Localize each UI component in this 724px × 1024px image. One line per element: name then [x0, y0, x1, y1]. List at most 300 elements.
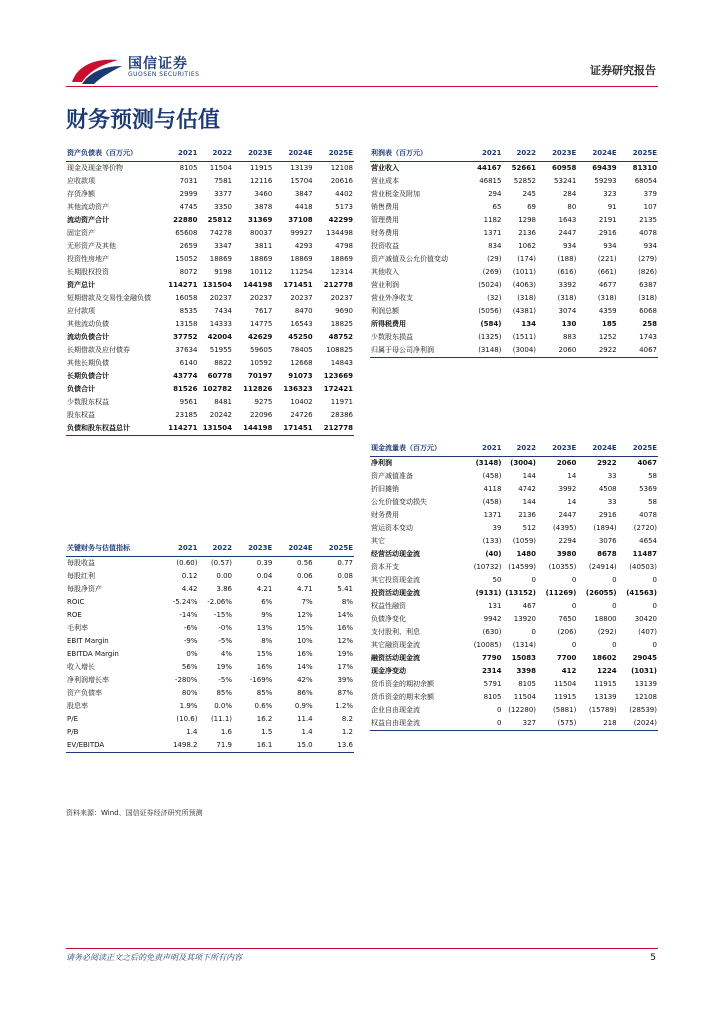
- footer-divider: [66, 948, 658, 949]
- row-value: 4402: [335, 190, 353, 198]
- row-label: 所得税费用: [371, 320, 406, 328]
- row-label: EV/EBITDA: [66, 739, 164, 753]
- row-value: 112826: [243, 385, 273, 393]
- row-label: 资产负债率: [67, 689, 102, 697]
- row-value: 12668: [290, 359, 313, 367]
- row-value: 52852: [513, 177, 537, 185]
- row-value: 10%: [297, 637, 313, 645]
- row-value: 48752: [328, 333, 353, 341]
- row-label: 货币资金的期初余额: [371, 680, 434, 688]
- table-title: 关键财务与估值指标: [66, 541, 164, 557]
- row-value: 39%: [337, 676, 353, 684]
- row-label: 投资性房地产: [67, 255, 109, 263]
- row-value: 0: [571, 641, 577, 649]
- table-row: [370, 188, 658, 201]
- row-value: (10732): [473, 563, 502, 571]
- row-value: (318): [638, 294, 657, 302]
- table-row: [370, 678, 658, 691]
- row-value: 8072: [179, 268, 198, 276]
- row-value: 14: [567, 472, 577, 480]
- row-value: 42299: [328, 216, 353, 224]
- row-value: 0: [497, 706, 502, 714]
- row-value: 91073: [288, 372, 313, 380]
- row-value: 8%: [341, 598, 353, 606]
- row-value: 80%: [181, 689, 198, 697]
- table-row: [66, 674, 354, 687]
- row-value: 1062: [518, 242, 537, 250]
- row-value: 65: [492, 203, 502, 211]
- row-value: 0: [652, 641, 657, 649]
- row-value: 9275: [254, 398, 273, 406]
- row-value: 59293: [594, 177, 617, 185]
- row-value: 6%: [261, 598, 273, 606]
- row-label: 应付款项: [67, 307, 95, 315]
- row-value: (9131): [475, 589, 502, 597]
- row-value: 80037: [250, 229, 273, 237]
- page-number: 5: [650, 953, 656, 963]
- year-header: 2021: [468, 146, 503, 162]
- row-value: 4508: [598, 485, 617, 493]
- row-value: 42629: [247, 333, 273, 341]
- row-value: 0: [652, 576, 657, 584]
- row-value: (2720): [633, 524, 657, 532]
- row-value: (174): [517, 255, 537, 263]
- table-row: [370, 162, 658, 176]
- year-header: 2025E: [618, 441, 658, 457]
- row-label: 资产减值及公允价值变动: [371, 255, 448, 263]
- row-value: 3811: [254, 242, 273, 250]
- cash-flow-grid: [370, 441, 658, 731]
- row-value: 0.00: [216, 572, 233, 580]
- row-value: (28539): [629, 706, 657, 714]
- balance-sheet-grid: [66, 146, 354, 436]
- row-label: 负债合计: [67, 385, 95, 393]
- row-value: 4798: [335, 242, 353, 250]
- row-value: (40503): [629, 563, 657, 571]
- row-label: 经营活动现金流: [371, 550, 420, 558]
- row-label: 净利润: [371, 459, 392, 467]
- table-row: [370, 626, 658, 639]
- row-value: (1011): [512, 268, 537, 276]
- row-value: (3004): [510, 459, 537, 467]
- row-label: 支付股利、利息: [371, 628, 420, 636]
- year-header: 2024E: [577, 146, 617, 162]
- row-value: -15%: [213, 611, 233, 619]
- row-value: 294: [488, 190, 502, 198]
- row-value: (1894): [593, 524, 617, 532]
- row-value: 69: [527, 203, 537, 211]
- table-row: [370, 279, 658, 292]
- row-value: 0.0%: [214, 702, 233, 710]
- row-value: 99927: [290, 229, 313, 237]
- row-value: 131504: [198, 422, 233, 436]
- row-value: 13.6: [314, 739, 354, 753]
- row-value: 5.41: [337, 585, 353, 593]
- row-value: (407): [638, 628, 657, 636]
- row-value: 24726: [290, 411, 313, 419]
- row-label: 每股收益: [67, 559, 95, 567]
- row-value: 258: [642, 320, 657, 328]
- row-value: 8481: [214, 398, 233, 406]
- row-value: 218: [577, 717, 617, 731]
- row-label: 其它融资现金流: [371, 641, 420, 649]
- row-value: (3148): [468, 344, 503, 358]
- year-header: 2021: [468, 441, 503, 457]
- row-value: 20242: [209, 411, 233, 419]
- row-value: 0.04: [256, 572, 273, 580]
- row-label: 权益自由现金流: [370, 717, 468, 731]
- row-value: 467: [522, 602, 537, 610]
- table-row: [370, 483, 658, 496]
- row-value: 18869: [209, 255, 233, 263]
- row-value: -5%: [218, 637, 233, 645]
- row-value: 81310: [632, 164, 657, 172]
- year-header: 2021: [164, 541, 199, 557]
- table-row: [66, 188, 354, 201]
- row-label: 权益性融资: [371, 602, 406, 610]
- row-value: 85%: [256, 689, 273, 697]
- row-value: 0.39: [256, 559, 273, 567]
- row-value: 0: [652, 602, 657, 610]
- row-value: 8678: [597, 550, 617, 558]
- row-value: 172421: [323, 385, 353, 393]
- row-value: 10402: [290, 398, 313, 406]
- table-row: [370, 266, 658, 279]
- row-label: 营业利润: [371, 281, 399, 289]
- row-value: 0.6%: [254, 702, 273, 710]
- table-header-row: [66, 146, 354, 162]
- row-value: 37634: [175, 346, 198, 354]
- row-value: 379: [643, 190, 657, 198]
- row-value: 0: [531, 628, 537, 636]
- table-row: [66, 609, 354, 622]
- row-value: 3398: [516, 667, 537, 675]
- row-value: 12%: [337, 637, 353, 645]
- row-value: 2191: [598, 216, 617, 224]
- row-value: 69439: [592, 164, 617, 172]
- row-label: 归属于母公司净利润: [370, 344, 468, 358]
- row-value: 52661: [511, 164, 537, 172]
- row-value: (4063): [512, 281, 537, 289]
- row-value: 19%: [216, 663, 233, 671]
- row-value: (221): [597, 255, 617, 263]
- row-value: 2136: [518, 511, 537, 519]
- cash-flow-table: [370, 441, 658, 731]
- row-label: 销售费用: [371, 203, 399, 211]
- row-value: (4395): [553, 524, 577, 532]
- row-value: 131: [488, 602, 502, 610]
- row-value: 2060: [556, 459, 577, 467]
- row-label: P/B: [67, 728, 79, 736]
- row-value: 4418: [294, 203, 313, 211]
- row-label: 少数股东损益: [371, 333, 413, 341]
- row-value: 9561: [179, 398, 198, 406]
- table-row: [66, 370, 354, 383]
- row-value: 144: [522, 498, 537, 506]
- row-value: 9198: [214, 268, 233, 276]
- row-value: 134: [521, 320, 537, 328]
- row-value: 13158: [175, 320, 198, 328]
- row-value: 134498: [326, 229, 353, 237]
- row-value: 284: [562, 190, 577, 198]
- row-value: 4745: [179, 203, 198, 211]
- row-value: 2447: [558, 511, 577, 519]
- table-row: [370, 665, 658, 678]
- row-value: 0: [531, 576, 537, 584]
- row-label: 毛利率: [67, 624, 88, 632]
- row-value: 50: [492, 576, 502, 584]
- table-title: 资产负债表（百万元）: [66, 146, 164, 162]
- year-header: 2021: [164, 146, 199, 162]
- row-label: P/E: [67, 715, 79, 723]
- row-value: 323: [603, 190, 617, 198]
- row-value: 11915: [250, 164, 273, 172]
- row-value: 114271: [164, 422, 199, 436]
- row-label: 资产总计: [67, 281, 95, 289]
- row-value: 12108: [330, 164, 353, 172]
- table-row: [370, 214, 658, 227]
- row-value: 0.56: [297, 559, 313, 567]
- row-value: 4.71: [297, 585, 313, 593]
- table-header-row: [66, 541, 354, 557]
- row-value: 934: [643, 242, 657, 250]
- row-value: (616): [557, 268, 577, 276]
- row-value: (1059): [512, 537, 537, 545]
- table-row: [66, 700, 354, 713]
- row-value: 4067: [618, 344, 658, 358]
- row-value: 4118: [483, 485, 502, 493]
- row-value: -5.24%: [172, 598, 198, 606]
- table-row: [370, 613, 658, 626]
- row-value: 16058: [175, 294, 198, 302]
- row-value: 13920: [513, 615, 537, 623]
- row-value: 412: [561, 667, 577, 675]
- row-value: (458): [482, 498, 502, 506]
- table-row: [66, 713, 354, 726]
- row-value: 2060: [537, 344, 577, 358]
- row-value: (2024): [618, 717, 658, 731]
- row-value: 1480: [516, 550, 537, 558]
- row-value: 934: [603, 242, 617, 250]
- row-value: (292): [597, 628, 617, 636]
- row-label: 财务费用: [371, 229, 399, 237]
- row-value: 130: [561, 320, 577, 328]
- row-value: 4.21: [256, 585, 273, 593]
- row-value: (3004): [502, 344, 537, 358]
- row-value: (14599): [508, 563, 537, 571]
- table-row: [370, 201, 658, 214]
- row-label: 投资活动现金流: [371, 589, 420, 597]
- row-value: 45250: [288, 333, 313, 341]
- row-value: 144198: [233, 422, 273, 436]
- row-label: ROE: [67, 611, 82, 619]
- source-note: 资料来源：Wind、国信证券经济研究所预测: [66, 809, 203, 817]
- row-value: (1511): [512, 333, 537, 341]
- table-row: [66, 357, 354, 370]
- row-value: 14%: [337, 611, 353, 619]
- row-value: 14333: [209, 320, 233, 328]
- year-header: 2024E: [577, 441, 617, 457]
- row-label: 其他长期负债: [67, 359, 109, 367]
- row-label: 股息率: [67, 702, 88, 710]
- row-value: 60778: [207, 372, 233, 380]
- row-value: 4078: [639, 229, 657, 237]
- year-header: 2024E: [273, 541, 313, 557]
- row-value: 20237: [290, 294, 313, 302]
- row-label: 负债和股东权益总计: [66, 422, 164, 436]
- row-value: 85%: [216, 689, 233, 697]
- table-row: [66, 622, 354, 635]
- row-value: 2999: [179, 190, 198, 198]
- row-value: 1.9%: [179, 702, 198, 710]
- row-value: 4293: [294, 242, 313, 250]
- row-value: (10355): [548, 563, 577, 571]
- table-row: [66, 739, 354, 753]
- row-value: 2136: [518, 229, 537, 237]
- row-value: (661): [597, 268, 617, 276]
- row-value: 18800: [594, 615, 617, 623]
- row-value: 6140: [179, 359, 198, 367]
- row-label: 财务费用: [371, 511, 399, 519]
- row-value: 14775: [250, 320, 273, 328]
- table-row: [66, 201, 354, 214]
- row-value: 0: [571, 576, 577, 584]
- row-value: 3350: [214, 203, 233, 211]
- row-value: 8105: [179, 164, 198, 172]
- row-label: 营业税金及附加: [371, 190, 420, 198]
- row-value: 7700: [556, 654, 577, 662]
- row-value: 9%: [261, 611, 273, 619]
- row-value: 9942: [483, 615, 502, 623]
- year-header: 2023E: [537, 441, 577, 457]
- row-value: (10085): [473, 641, 502, 649]
- row-value: 171451: [283, 281, 313, 289]
- row-value: 80: [567, 203, 577, 211]
- row-value: 8535: [179, 307, 198, 315]
- row-value: 1.4: [186, 728, 198, 736]
- row-value: (15789): [588, 706, 617, 714]
- row-value: (279): [638, 255, 657, 263]
- table-row: [66, 396, 354, 409]
- table-row: [66, 635, 354, 648]
- table-row: [370, 639, 658, 652]
- table-row: [66, 331, 354, 344]
- row-value: 3392: [558, 281, 577, 289]
- row-value: 4078: [639, 511, 657, 519]
- row-value: (40): [485, 550, 502, 558]
- row-value: 1182: [483, 216, 502, 224]
- row-value: (1314): [512, 641, 537, 649]
- table-row: [370, 548, 658, 561]
- row-value: (188): [557, 255, 577, 263]
- row-value: 15704: [290, 177, 313, 185]
- row-value: 60958: [551, 164, 577, 172]
- table-row: [66, 279, 354, 292]
- row-value: 8822: [214, 359, 233, 367]
- table-header-row: [370, 441, 658, 457]
- table-row: [66, 583, 354, 596]
- row-label: 每股净资产: [67, 585, 102, 593]
- row-value: (318): [557, 294, 577, 302]
- row-value: 1224: [597, 667, 617, 675]
- row-value: (630): [482, 628, 502, 636]
- row-label: 公允价值变动损失: [371, 498, 427, 506]
- row-value: 15.0: [273, 739, 313, 753]
- row-value: 17%: [337, 663, 353, 671]
- row-value: (11.1): [210, 715, 233, 723]
- row-label: 长期负债合计: [67, 372, 109, 380]
- row-value: 43774: [173, 372, 198, 380]
- row-value: (5024): [478, 281, 502, 289]
- row-value: (41563): [626, 589, 657, 597]
- year-header: 2023E: [233, 146, 273, 162]
- row-value: 4742: [518, 485, 537, 493]
- row-value: (1031): [631, 667, 657, 675]
- table-row: [66, 383, 354, 396]
- row-value: 81526: [173, 385, 198, 393]
- row-value: 19%: [337, 650, 353, 658]
- row-value: 16.2: [256, 715, 273, 723]
- table-row: [370, 509, 658, 522]
- row-value: 1371: [483, 511, 502, 519]
- row-value: 0.06: [297, 572, 313, 580]
- row-label: 其他流动负债: [67, 320, 109, 328]
- table-row: [66, 253, 354, 266]
- row-value: 1371: [483, 229, 502, 237]
- row-value: (10.6): [176, 715, 198, 723]
- table-row: [370, 292, 658, 305]
- row-value: 13%: [256, 624, 273, 632]
- row-value: 0: [612, 576, 617, 584]
- table-row: [66, 318, 354, 331]
- row-label: 股东权益: [67, 411, 95, 419]
- row-value: (29): [487, 255, 502, 263]
- row-value: 3076: [598, 537, 617, 545]
- table-row: [66, 344, 354, 357]
- row-value: (24914): [588, 563, 617, 571]
- row-value: 4067: [637, 459, 657, 467]
- row-value: (826): [638, 268, 657, 276]
- row-value: 70197: [247, 372, 273, 380]
- row-value: 185: [602, 320, 617, 328]
- document-type-label: 证券研究报告: [590, 64, 656, 77]
- row-value: 0: [612, 641, 617, 649]
- row-value: 0.12: [181, 572, 198, 580]
- row-label: 资产减值准备: [371, 472, 413, 480]
- row-label: 固定资产: [67, 229, 95, 237]
- row-label: 其它: [371, 537, 385, 545]
- row-value: 30420: [634, 615, 657, 623]
- row-value: 28386: [330, 411, 353, 419]
- row-value: 0.77: [337, 559, 353, 567]
- row-value: (0.57): [210, 559, 233, 567]
- row-value: (5881): [553, 706, 577, 714]
- row-value: 1.4: [301, 728, 313, 736]
- row-label: 营业外净收支: [371, 294, 413, 302]
- row-value: 71.9: [198, 739, 233, 753]
- row-label: 投资收益: [371, 242, 399, 250]
- row-value: 11971: [330, 398, 353, 406]
- row-value: 4.42: [181, 585, 198, 593]
- table-row: [370, 496, 658, 509]
- row-value: 1743: [639, 333, 657, 341]
- row-value: 46815: [479, 177, 502, 185]
- row-value: 44167: [477, 164, 502, 172]
- table-row: [66, 557, 354, 571]
- table-row: [370, 691, 658, 704]
- table-row: [370, 305, 658, 318]
- row-value: 4654: [639, 537, 657, 545]
